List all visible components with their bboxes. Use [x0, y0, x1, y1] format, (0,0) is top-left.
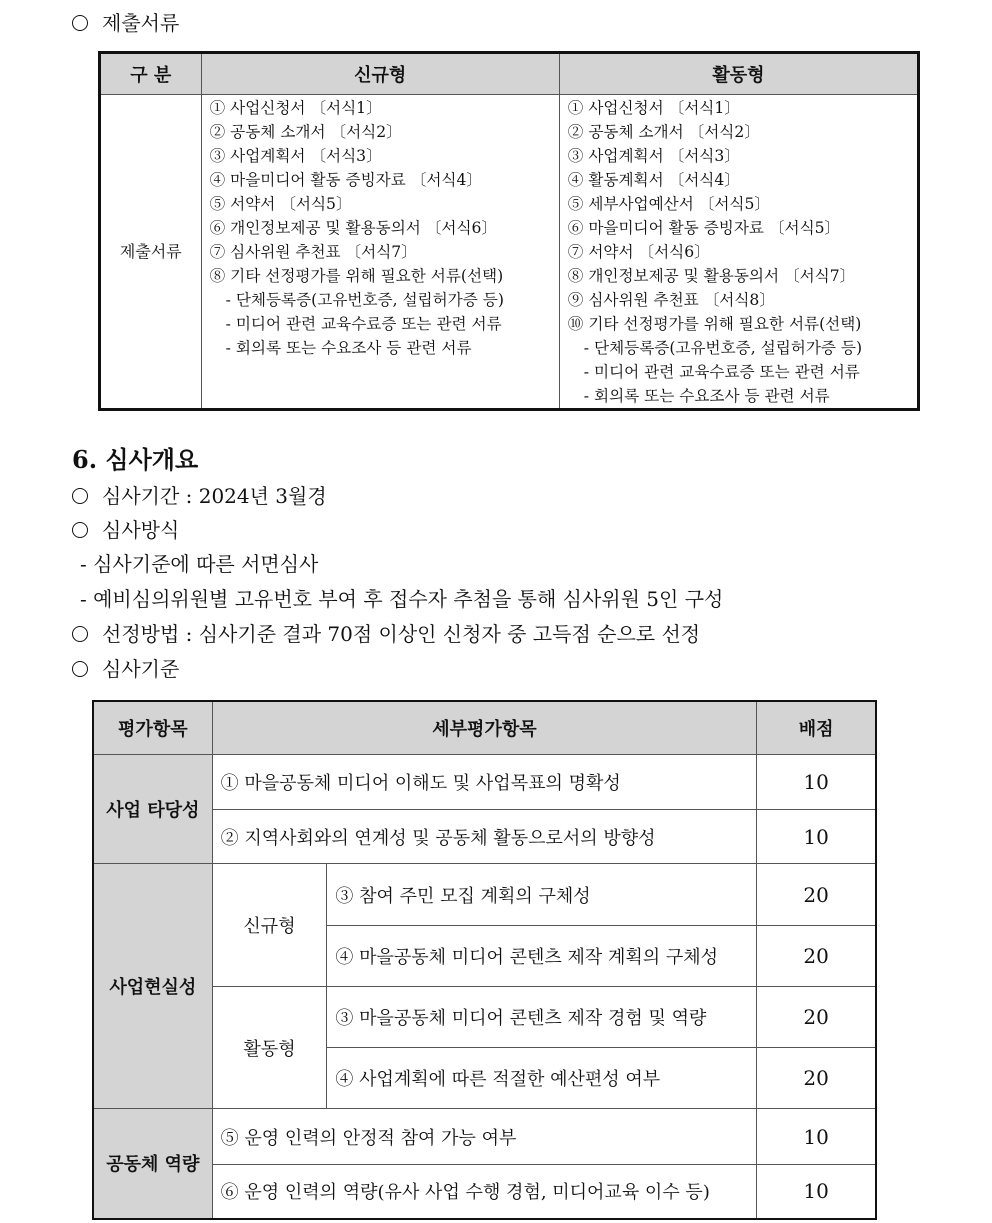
- active-doc-item: ⑩ 기타 선정평가를 위해 필요한 서류(선택): [567, 315, 862, 333]
- new-doc-item: ⑧ 기타 선정평가를 위해 필요한 서류(선택): [209, 267, 504, 285]
- type-new: 신규형: [212, 864, 327, 987]
- new-doc-item: ⑦ 심사위원 추천표 〔서식7〕: [209, 243, 417, 261]
- active-doc-item: ⑤ 세부사업예산서 〔서식5〕: [567, 195, 770, 213]
- new-doc-subitem: - 단체등록증(고유번호증, 설립허가증 등): [225, 291, 504, 309]
- active-doc-subitem: - 회의록 또는 수요조사 등 관련 서류: [583, 387, 830, 405]
- criteria-item: ⑤ 운영 인력의 안정적 참여 가능 여부: [212, 1109, 757, 1165]
- criteria-header-row: [93, 701, 876, 755]
- section-6-title: 6. 심사개요: [72, 445, 199, 474]
- docs-header-new-type: 신규형: [201, 53, 559, 95]
- docs-header-category: 구 분: [100, 53, 202, 95]
- new-doc-subitem: - 미디어 관련 교육수료증 또는 관련 서류: [225, 315, 502, 333]
- new-doc-item: ② 공동체 소개서 〔서식2〕: [209, 123, 402, 141]
- active-doc-item: ⑦ 서약서 〔서식6〕: [567, 243, 710, 261]
- circle-bullet-icon: [72, 661, 88, 677]
- review-criteria-table: [92, 700, 877, 1220]
- active-doc-subitem: - 단체등록증(고유번호증, 설립허가증 등): [583, 339, 863, 357]
- active-doc-item: ① 사업신청서 〔서식1〕: [567, 99, 740, 117]
- review-method-item: - 예비심의위원별 고유번호 부여 후 접수자 추첨을 통해 심사위원 5인 구성: [80, 587, 724, 611]
- submission-documents-table: [98, 51, 920, 411]
- criteria-item: ④ 사업계획에 따른 적절한 예산편성 여부: [327, 1048, 757, 1109]
- review-method: 심사방식: [72, 517, 179, 543]
- criteria-score: 20: [757, 864, 876, 926]
- active-doc-item: ③ 사업계획서 〔서식3〕: [567, 147, 740, 165]
- criteria-row: [93, 755, 876, 810]
- new-doc-subitem: - 회의록 또는 수요조사 등 관련 서류: [225, 339, 472, 357]
- category-community-capacity: 공동체 역량: [93, 1109, 212, 1219]
- criteria-header-score: 배점: [757, 701, 876, 755]
- active-type-doc-list: [559, 95, 918, 410]
- docs-row-label: 제출서류: [100, 95, 202, 410]
- new-doc-item: ⑥ 개인정보제공 및 활용동의서 〔서식6〕: [209, 219, 498, 237]
- docs-body-row: [100, 95, 919, 410]
- criteria-item: ⑥ 운영 인력의 역량(유사 사업 수행 경험, 미디어교육 이수 등): [212, 1165, 757, 1219]
- category-business-validity: 사업 타당성: [93, 755, 212, 864]
- criteria-score: 10: [757, 1165, 876, 1219]
- criteria-header-detail: 세부평가항목: [212, 701, 757, 755]
- criteria-row: [93, 864, 876, 926]
- criteria-score: 10: [757, 755, 876, 810]
- new-doc-item: ④ 마을미디어 활동 증빙자료 〔서식4〕: [209, 171, 482, 189]
- docs-header-active-type: 활동형: [559, 53, 918, 95]
- criteria-item: ① 마을공동체 미디어 이해도 및 사업목표의 명확성: [212, 755, 757, 810]
- docs-heading: 제출서류: [72, 10, 179, 36]
- circle-bullet-icon: [72, 626, 88, 642]
- criteria-item: ② 지역사회와의 연계성 및 공동체 활동으로서의 방향성: [212, 810, 757, 864]
- circle-bullet-icon: [72, 15, 88, 31]
- criteria-item: ④ 마을공동체 미디어 콘텐츠 제작 계획의 구체성: [327, 926, 757, 987]
- review-criteria-heading: 심사기준: [72, 656, 179, 682]
- docs-header-row: [100, 53, 919, 95]
- new-doc-item: ① 사업신청서 〔서식1〕: [209, 99, 382, 117]
- new-doc-item: ③ 사업계획서 〔서식3〕: [209, 147, 382, 165]
- criteria-score: 20: [757, 926, 876, 987]
- type-active: 활동형: [212, 987, 327, 1109]
- review-period: 심사기간 : 2024년 3월경: [72, 483, 327, 509]
- criteria-score: 20: [757, 1048, 876, 1109]
- criteria-header-category: 평가항목: [93, 701, 212, 755]
- new-doc-item: ⑤ 서약서 〔서식5〕: [209, 195, 352, 213]
- criteria-score: 10: [757, 1109, 876, 1165]
- circle-bullet-icon: [72, 522, 88, 538]
- criteria-score: 10: [757, 810, 876, 864]
- active-doc-item: ② 공동체 소개서 〔서식2〕: [567, 123, 760, 141]
- active-doc-item: ⑨ 심사위원 추천표 〔서식8〕: [567, 291, 775, 309]
- review-method-item: - 심사기준에 따른 서면심사: [80, 552, 319, 576]
- category-business-feasibility: 사업현실성: [93, 864, 212, 1109]
- active-doc-item: ④ 활동계획서 〔서식4〕: [567, 171, 740, 189]
- active-doc-item: ⑥ 마을미디어 활동 증빙자료 〔서식5〕: [567, 219, 841, 237]
- criteria-item: ③ 마을공동체 미디어 콘텐츠 제작 경험 및 역량: [327, 987, 757, 1048]
- criteria-score: 20: [757, 987, 876, 1048]
- new-type-doc-list: [201, 95, 559, 410]
- circle-bullet-icon: [72, 488, 88, 504]
- active-doc-item: ⑧ 개인정보제공 및 활용동의서 〔서식7〕: [567, 267, 856, 285]
- criteria-row: [93, 1109, 876, 1165]
- active-doc-subitem: - 미디어 관련 교육수료증 또는 관련 서류: [583, 363, 860, 381]
- selection-method: 선정방법 : 심사기준 결과 70점 이상인 신청자 중 고득점 순으로 선정: [72, 621, 700, 647]
- criteria-item: ③ 참여 주민 모집 계획의 구체성: [327, 864, 757, 926]
